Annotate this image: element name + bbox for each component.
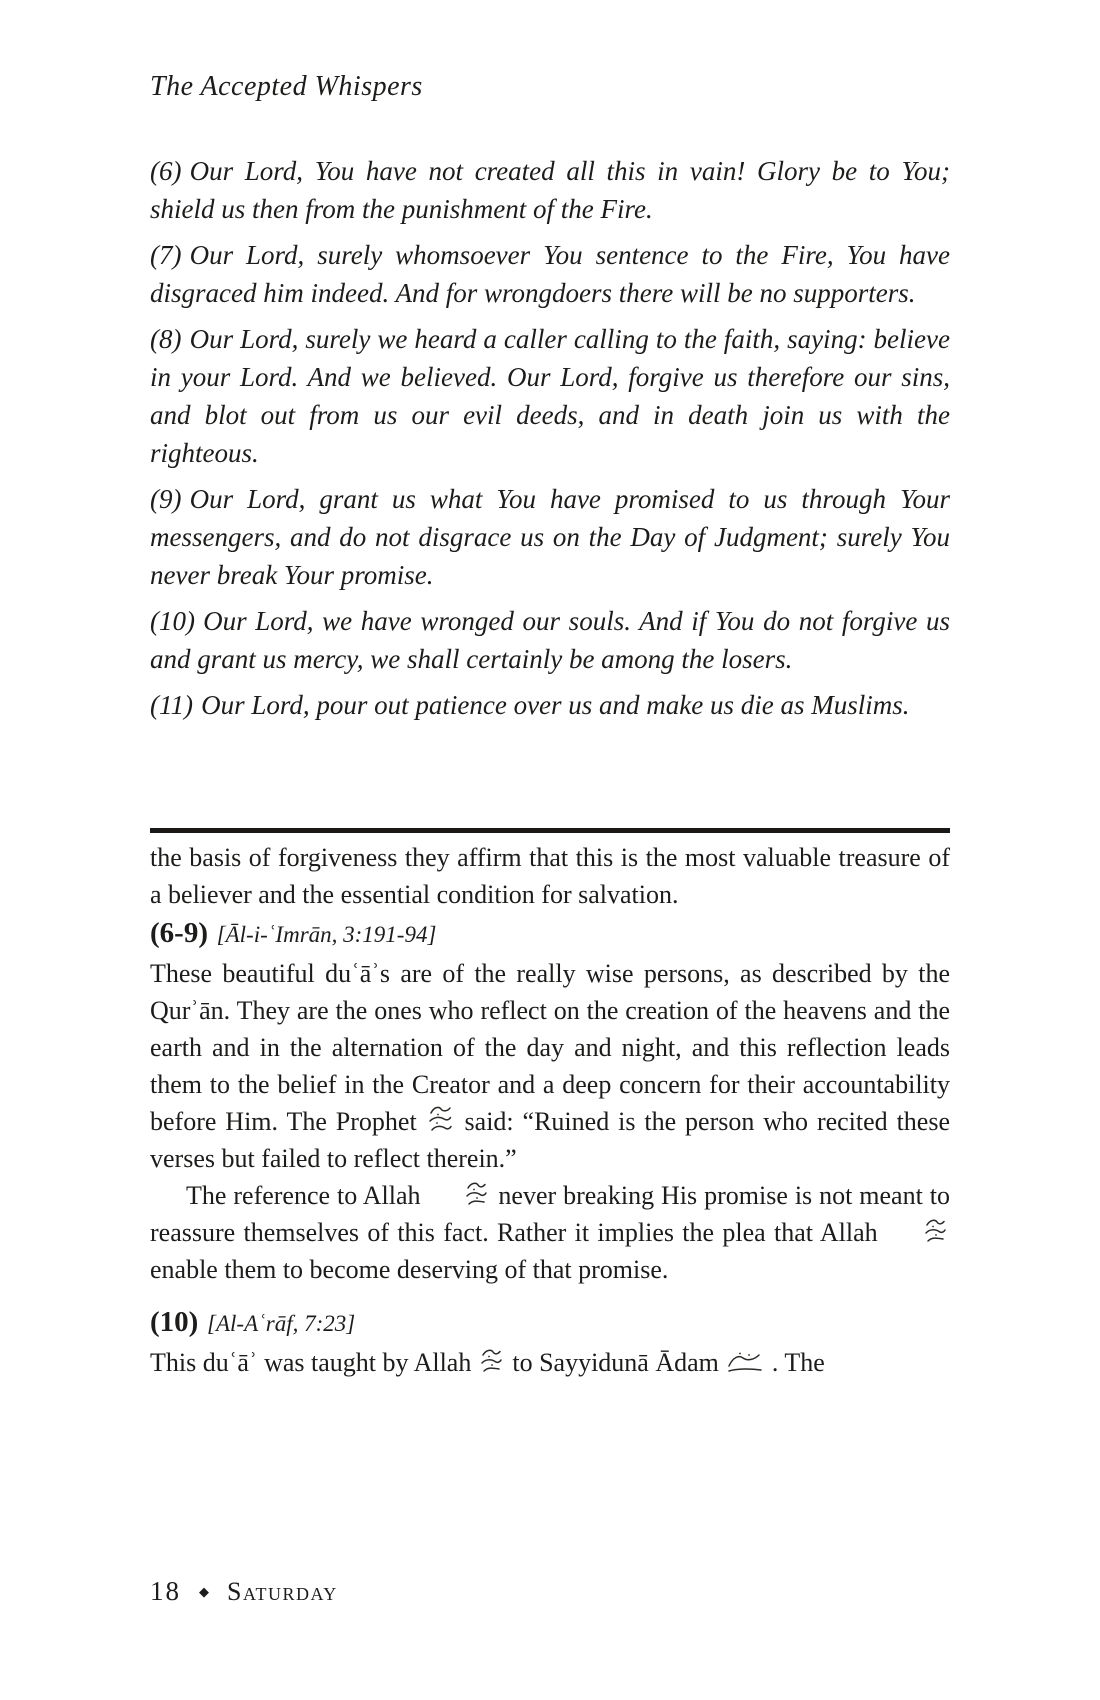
page-footer: [150, 1576, 338, 1607]
prayer-number: (7): [150, 240, 182, 270]
footer-section-label: Saturday: [227, 1576, 338, 1606]
verse-reference: (6-9): [150, 917, 208, 949]
prayer-text: Our Lord, You have not created all this in vain! Glory be to You; shield us then from the punishment of the Fire.: [150, 156, 950, 224]
prayer-paragraph-11: [150, 686, 950, 724]
prayer-number: (6): [150, 156, 182, 186]
commentary-block: [150, 839, 950, 1381]
prayer-number: (10): [150, 606, 195, 636]
prayer-text: Our Lord, surely we heard a caller calling to the faith, saying: believe in your Lord. And we believed. Our Lord, forgive us therefore our sins, and blot out from us our evil deeds, and in death join us with the righteous.: [150, 324, 950, 468]
verse-reference: (10): [150, 1306, 199, 1338]
commentary-divider-rule: [150, 828, 950, 833]
subhanahu-wa-taala-calligraphy-icon: [480, 1347, 504, 1377]
prayer-paragraph-9: [150, 480, 950, 594]
prayer-text: Our Lord, pour out patience over us and make us die as Muslims.: [201, 690, 910, 720]
subhanahu-wa-taala-calligraphy-icon: [888, 1217, 948, 1247]
prayer-paragraph-8: [150, 320, 950, 472]
sallallahu-alayhi-wa-sallam-calligraphy-icon: [428, 1104, 454, 1136]
prayer-paragraph-7: [150, 236, 950, 312]
commentary-paragraph: These beautiful duʿāʾs are of the really wise persons, as described by the Qurʾān. They are the ones who reflect on the creation of the heavens and the earth and in the alternation of the day and night, and this reflection leads them to the belief in the Creator and a deep concern for their accountability before Him. The Prophet said: “Ruined is the person who recited these verses but failed to reflect therein.”: [150, 959, 950, 1173]
page-number: 18: [150, 1576, 181, 1606]
subhanahu-wa-taala-calligraphy-icon: [429, 1180, 489, 1210]
commentary-section-heading-6-9: [150, 913, 950, 955]
commentary-section-heading-10: [150, 1302, 950, 1344]
prayer-number: (8): [150, 324, 182, 354]
commentary-paragraph: The reference to Allah never breaking His promise is not meant to reassure themselves of this fact. Rather it implies the plea that Allah enable them to become deserving of that promise.: [150, 1181, 950, 1284]
prayer-text: Our Lord, we have wronged our souls. And if You do not forgive us and grant us mercy, we shall certainly be among the losers.: [150, 606, 950, 674]
commentary-paragraph: This duʿāʾ was taught by Allah to Sayyidunā Ādam . The: [150, 1348, 825, 1377]
translated-supplications-block: [150, 152, 950, 724]
prayer-number: (9): [150, 484, 182, 514]
page-content: [150, 70, 950, 1381]
prayer-text: Our Lord, grant us what You have promised to us through Your messengers, and do not disgrace us on the Day of Judgment; surely You never break Your promise.: [150, 484, 950, 590]
running-header-title: The Accepted Whispers: [150, 71, 423, 102]
diamond-separator-icon: ◆: [199, 1585, 209, 1600]
prayer-paragraph-10: [150, 602, 950, 678]
prayer-number: (11): [150, 690, 193, 720]
quran-citation: [Āl-i-ʿImrān, 3:191-94]: [216, 922, 437, 947]
prayer-paragraph-6: [150, 152, 950, 228]
commentary-carryover-paragraph: the basis of forgiveness they affirm that this is the most valuable treasure of a believer and the essential condition for salvation.: [150, 843, 950, 909]
quran-citation: [Al-Aʿrāf, 7:23]: [207, 1311, 356, 1336]
alayhis-salam-calligraphy-icon: [727, 1349, 763, 1377]
prayer-text: Our Lord, surely whomsoever You sentence to the Fire, You have disgraced him indeed. And for wrongdoers there will be no supporters.: [150, 240, 950, 308]
